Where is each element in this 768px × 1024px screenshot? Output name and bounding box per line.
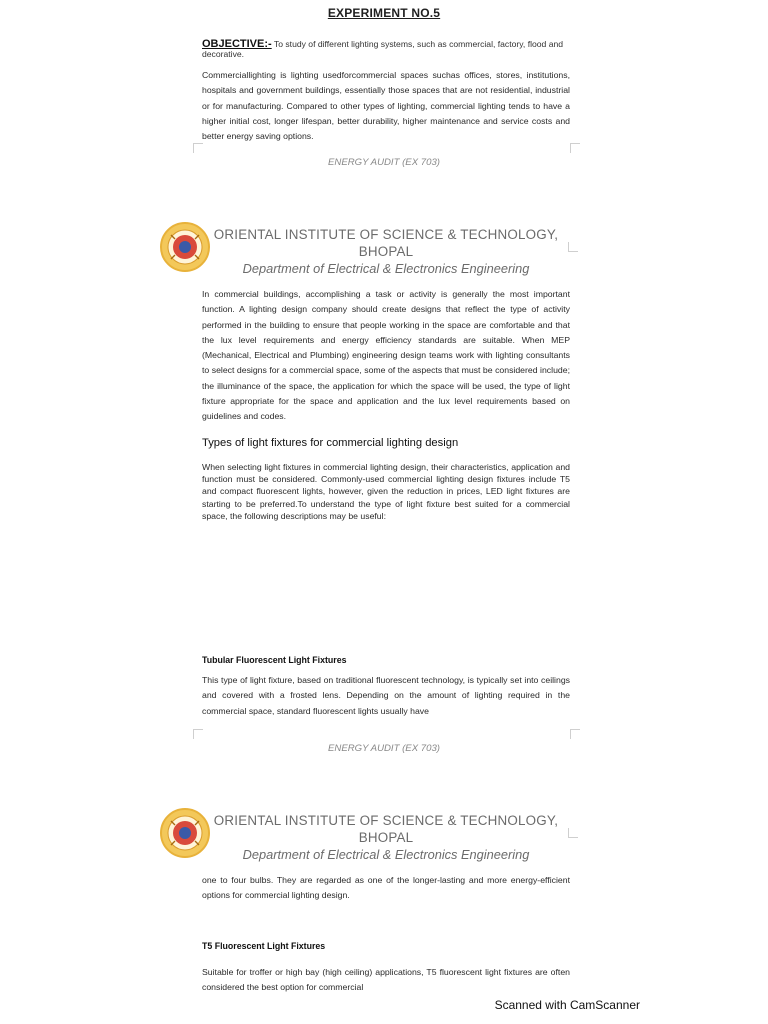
section-heading: Types of light fixtures for commercial lighting design xyxy=(202,437,459,449)
objective-label: OBJECTIVE:- xyxy=(202,38,272,50)
department-name: Department of Electrical & Electronics Engineering xyxy=(242,261,530,276)
t5-fluorescent-heading: T5 Fluorescent Light Fixtures xyxy=(202,941,326,951)
page-footer: ENERGY AUDIT (EX 703) xyxy=(328,743,440,754)
tubular-fluorescent-heading: Tubular Fluorescent Light Fixtures xyxy=(202,655,347,665)
camscanner-watermark: Scanned with CamScanner xyxy=(494,998,640,1012)
commercial-buildings-paragraph: In commercial buildings, accomplishing a task or activity is generally the most important function. A lighting design company should create designs that reflect the type of activity performed in the building to ensure that people working in the space are comfortable and that the lux level requirements and energy efficiency standards are suitable. When MEP (Mechanical, Electrical and Plumbing) engineering design teams work with lighting consultants to select designs for a commercial space, some of the aspects that must be considered include; the illuminance of the space, the application for which the space will be used, the type of light fixture appropriate for the space and application and the lux level requirements based on guidelines and codes. xyxy=(202,289,570,422)
crop-mark xyxy=(570,143,580,153)
institute-name: ORIENTAL INSTITUTE OF SCIENCE & TECHNOLOGY, xyxy=(213,227,559,242)
institute-name: ORIENTAL INSTITUTE OF SCIENCE & TECHNOLOGY, xyxy=(213,813,559,828)
commercial-lighting-paragraph: Commerciallighting is lighting usedforcommercial spaces suchas offices, stores, institutions, hospitals and government buildings, essentially those spaces that are not residential, industrial or for manufacturing. Compared to other types of lighting, commercial lighting tends to have a higher initial cost, longer lifespan, better durability, higher maintenance and service costs and better energy saving options. xyxy=(202,70,570,142)
institute-header xyxy=(0,804,768,864)
institute-city: BHOPAL xyxy=(358,244,414,259)
page-footer: ENERGY AUDIT (EX 703) xyxy=(328,157,440,168)
crop-mark xyxy=(568,242,578,252)
objective xyxy=(202,39,572,59)
crop-mark xyxy=(568,828,578,838)
objective-text: To study of different lighting systems, such as commercial, factory, flood and decorative. xyxy=(202,39,564,59)
crop-mark xyxy=(570,729,580,739)
institute-city: BHOPAL xyxy=(358,830,414,845)
bulbs-paragraph: one to four bulbs. They are regarded as one of the longer-lasting and more energy-efficient options for commercial lighting design. xyxy=(202,875,570,901)
department-name: Department of Electrical & Electronics Engineering xyxy=(242,847,530,862)
experiment-title: EXPERIMENT NO.5 xyxy=(327,6,441,20)
t5-fluorescent-paragraph: Suitable for troffer or high bay (high ceiling) applications, T5 fluorescent light fixtures are often considered the best option for commercial xyxy=(202,967,570,993)
crop-mark xyxy=(193,143,203,153)
tubular-fluorescent-paragraph: This type of light fixture, based on traditional fluorescent technology, is typically set into ceilings and covered with a frosted lens. Depending on the amount of lighting required in the commercial space, standard fluorescent lights usually have xyxy=(202,675,570,716)
fixtures-paragraph: When selecting light fixtures in commercial lighting design, their characteristics, application and function must be considered. Commonly-used commercial lighting design fixtures include T5 and compact fluorescent lights, however, given the reduction in prices, LED light fixtures are starting to be preferred.To understand the type of light fixture best suited for a commercial space, the following descriptions may be useful: xyxy=(202,462,570,521)
crop-mark xyxy=(193,729,203,739)
institute-header xyxy=(0,218,768,278)
